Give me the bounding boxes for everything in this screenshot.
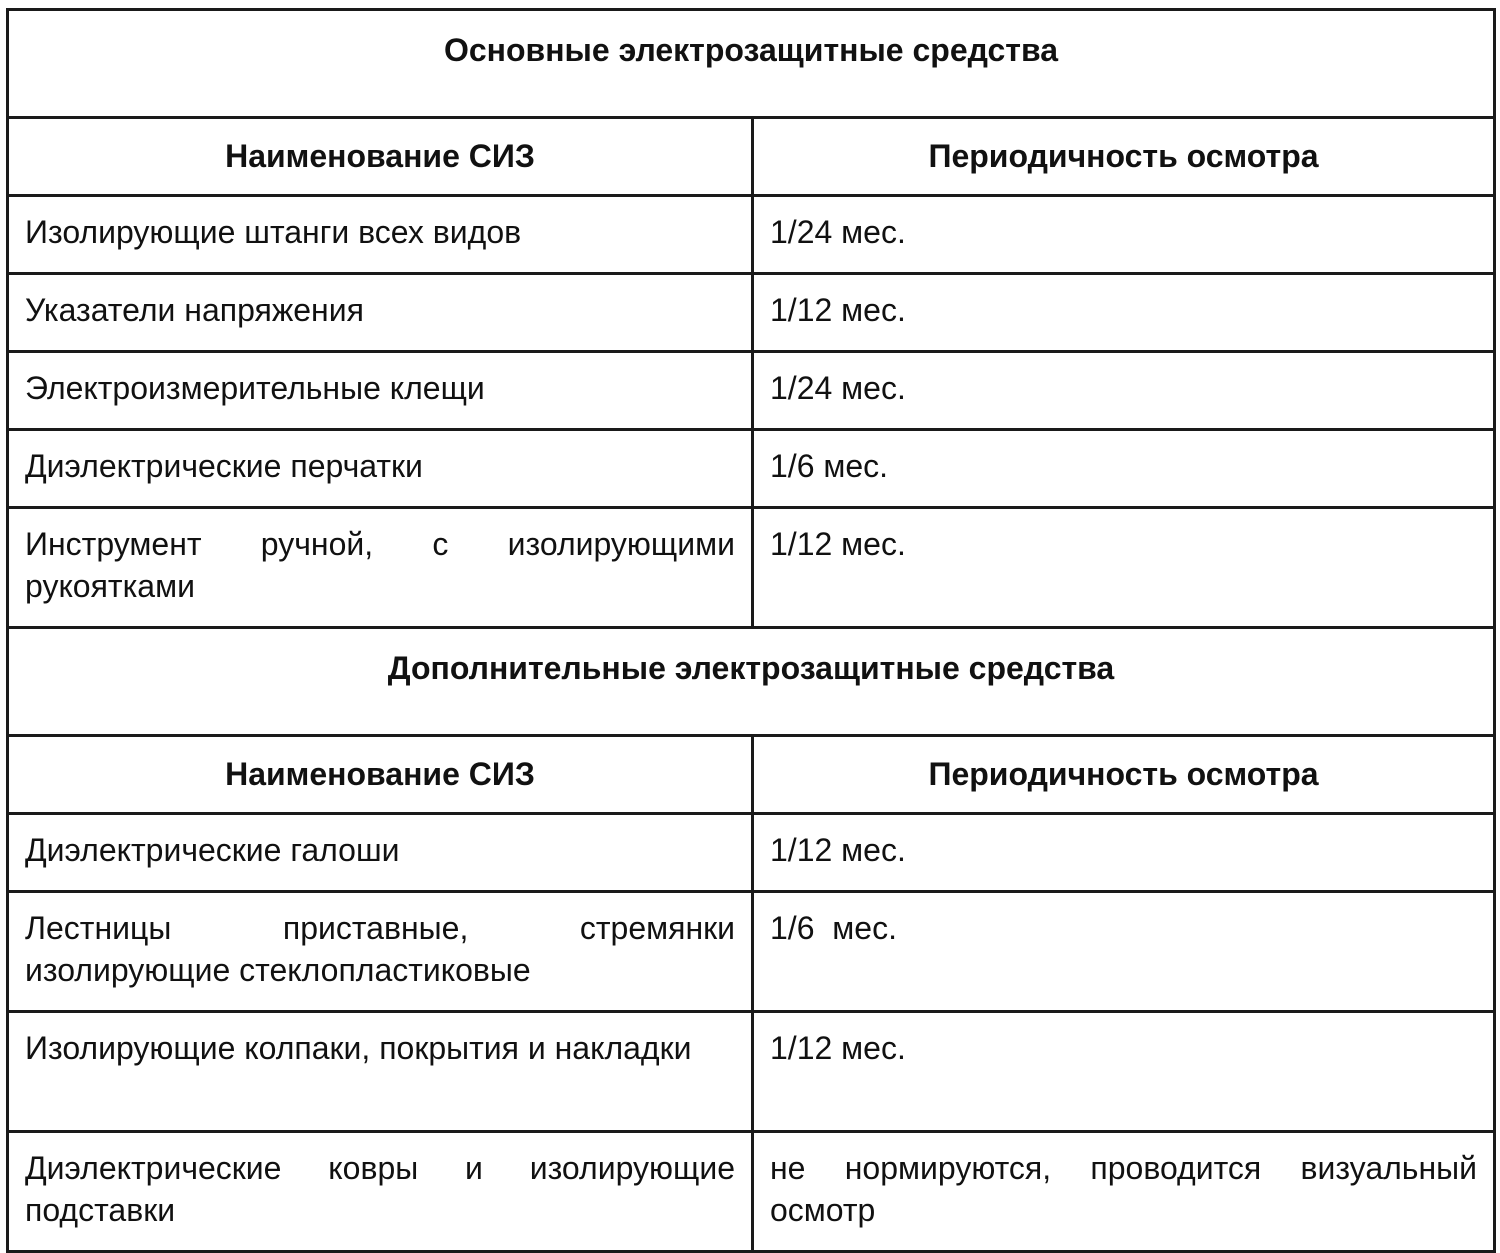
table-row	[8, 430, 1495, 508]
inspection-period-cell: 1/12 мес.	[753, 274, 1495, 352]
section-title-row	[8, 10, 1495, 118]
table-row	[8, 196, 1495, 274]
table-row	[8, 352, 1495, 430]
table-row	[8, 1132, 1495, 1252]
column-header-name: Наименование СИЗ	[8, 736, 753, 814]
section-title: Дополнительные электрозащитные средства	[8, 628, 1495, 736]
ppe-name-cell: Электроизмерительные клещи	[8, 352, 753, 430]
table-row	[8, 814, 1495, 892]
ppe-name-cell: Диэлектрические перчатки	[8, 430, 753, 508]
inspection-period-cell: 1/6 мес.	[753, 430, 1495, 508]
ppe-name-cell: Инструмент ручной, с изолирующими рукоятками	[8, 508, 753, 628]
inspection-period-cell: 1/12 мес.	[753, 1012, 1495, 1132]
ppe-name-cell: Диэлектрические ковры и изолирующие подставки	[8, 1132, 753, 1252]
column-header-name: Наименование СИЗ	[8, 118, 753, 196]
column-header-period: Периодичность осмотра	[753, 736, 1495, 814]
table-row	[8, 274, 1495, 352]
table-row	[8, 508, 1495, 628]
ppe-name-cell: Лестницы приставные, стремянки изолирующие стеклопластиковые	[8, 892, 753, 1012]
inspection-period-cell: не нормируются, проводится визуальный осмотр	[753, 1132, 1495, 1252]
column-header-period: Периодичность осмотра	[753, 118, 1495, 196]
inspection-period-cell: 1/24 мес.	[753, 196, 1495, 274]
ppe-inspection-table	[6, 8, 1496, 1253]
ppe-name-cell: Указатели напряжения	[8, 274, 753, 352]
section-title: Основные электрозащитные средства	[8, 10, 1495, 118]
column-header-row	[8, 118, 1495, 196]
ppe-name-cell: Диэлектрические галоши	[8, 814, 753, 892]
section-title-row	[8, 628, 1495, 736]
table-row	[8, 892, 1495, 1012]
ppe-name-cell: Изолирующие штанги всех видов	[8, 196, 753, 274]
table-row	[8, 1012, 1495, 1132]
inspection-period-cell: 1/12 мес.	[753, 508, 1495, 628]
column-header-row	[8, 736, 1495, 814]
inspection-period-cell: 1/12 мес.	[753, 814, 1495, 892]
inspection-period-cell: 1/6 мес.	[753, 892, 1495, 1012]
inspection-period-cell: 1/24 мес.	[753, 352, 1495, 430]
ppe-name-cell: Изолирующие колпаки, покрытия и накладки	[8, 1012, 753, 1132]
